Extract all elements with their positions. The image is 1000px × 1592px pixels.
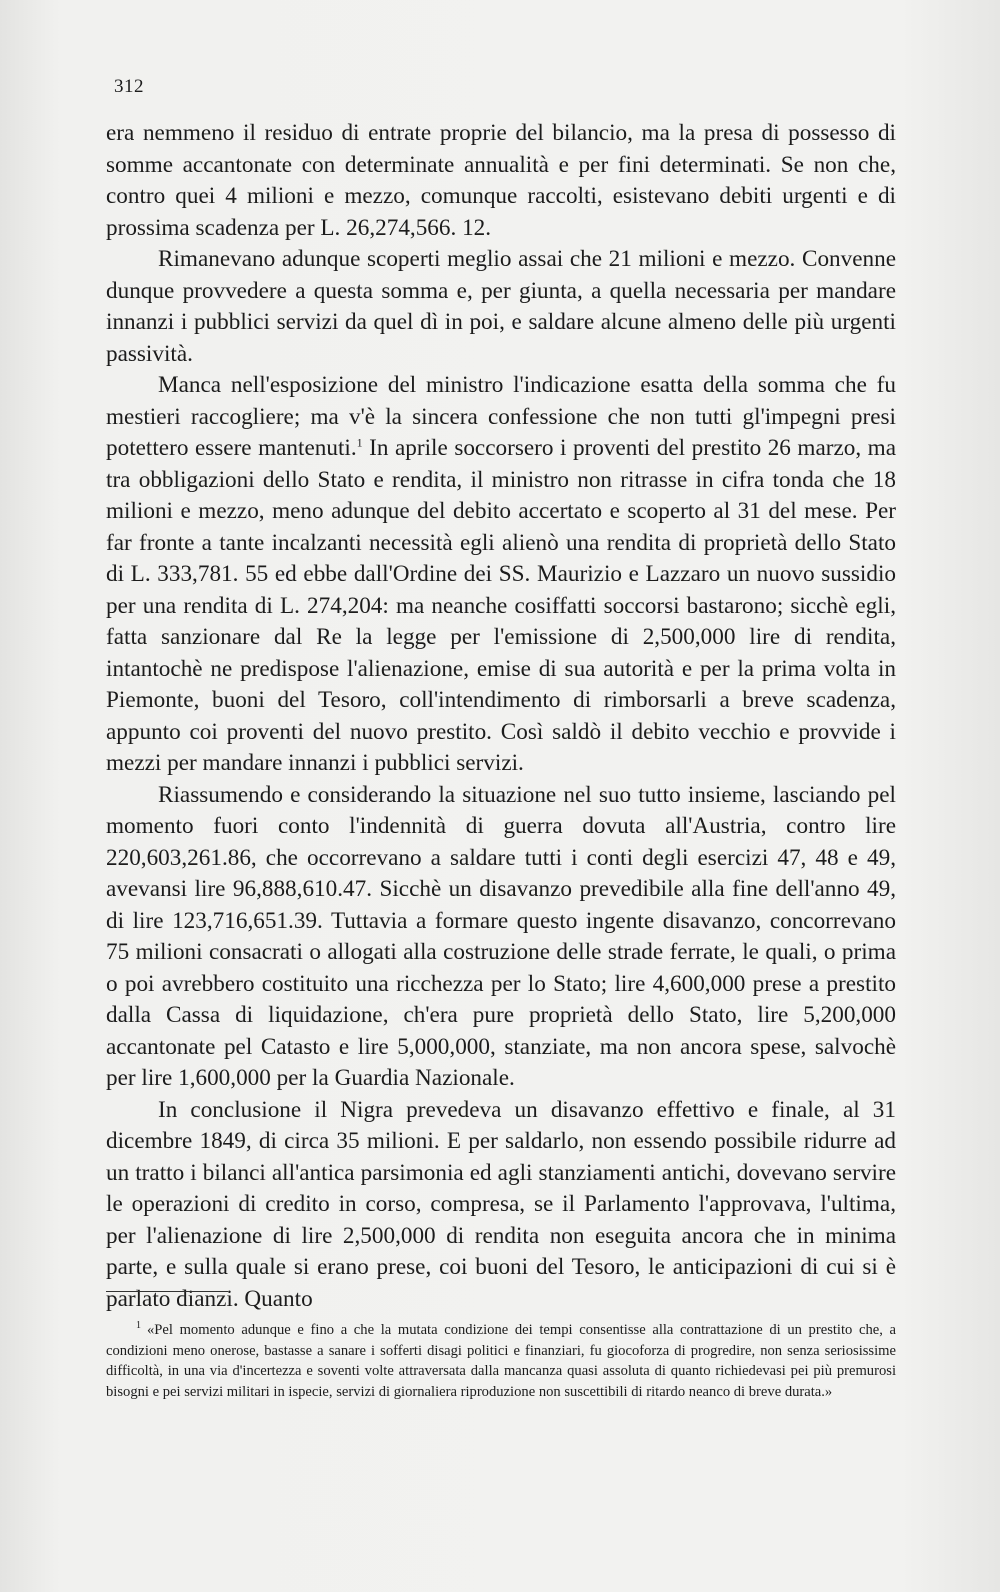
paragraph-text: Manca nell'esposizione del ministro l'indicazione esatta della somma che fu mestieri raccogliere; ma v'è la sincera confessione che non tutti gl'impegni presi potettero essere mantenuti. — [106, 372, 896, 461]
paragraph: Rimanevano adunque scoperti meglio assai che 21 milioni e mezzo. Convenne dunque provvedere a questa somma e, per giunta, a quella necessaria per mandare innanzi i pubblici servizi da quel dì in poi, e saldare alcune almeno delle più urgenti passività. — [106, 246, 896, 367]
paragraph-text: In aprile soccorsero i proventi del prestito 26 marzo, ma tra obbligazioni dello Stato e rendita, il ministro non ritrasse in cifra tonda che 18 milioni e mezzo, meno adunque del debito accertato e scoperto al 31 del mese. Per far fronte a tante incalzanti necessità egli alienò una rendita di proprietà dello Stato di L. 333,781. 55 ed ebbe dall'Ordine dei SS. Maurizio e Lazzaro un nuovo sussidio per una rendita di L. 274,204: ma neanche cosiffatti soccorsi bastarono; sicchè egli, fatta sanzionare dal Re la legge per l'emissione di 2,500,000 lire di rendita, intantochè ne predispose l'alienazione, emise di sua autorità e per la prima volta in Piemonte, buoni del Tesoro, coll'intendimento di rimborsarli a breve scadenza, appunto coi proventi del nuovo prestito. Così saldò il debito vecchio e provvide i mezzi per mandare innanzi i pubblici servizi. — [106, 435, 896, 776]
body-text — [106, 118, 896, 1315]
footnote-mark: 1 — [136, 1320, 141, 1332]
paragraph: Riassumendo e considerando la situazione nel suo tutto insieme, lasciando pel momento fuori conto l'indennità di guerra dovuta all'Austria, contro lire 220,603,261.86, che occorrevano a saldare tutti i conti degli esercizi 47, 48 e 49, avevansi lire 96,888,610.47. Sicchè un disavanzo prevedibile alla fine dell'anno 49, di lire 123,716,651.39. Tuttavia a formare questo ingente disavanzo, concorrevano 75 milioni consacrati o allogati alla costruzione delle strade ferrate, le quali, o prima o poi avrebbero costituito una ricchezza per lo Stato; lire 4,600,000 prese a prestito dalla Cassa di liquidazione, ch'era pure proprietà dello Stato, lire 5,200,000 accantonate pel Catasto e lire 5,000,000, stanziate, ma non ancora spese, salvochè per lire 1,600,000 per la Guardia Nazionale. — [106, 781, 896, 1091]
footnote-reference: 1 — [356, 435, 363, 450]
footnote-separator — [106, 1291, 228, 1292]
footnote — [106, 1320, 896, 1402]
page-number: 312 — [114, 76, 144, 97]
paragraph: era nemmeno il residuo di entrate proprie del bilancio, ma la presa di possesso di somme accantonate con determinate annualità e per fini determinati. Se non che, contro quei 4 milioni e mezzo, comunque raccolti, esistevano debiti urgenti e di prossima scadenza per L. 26,274,566. 12. — [106, 120, 896, 241]
footnote-text: «Pel momento adunque e fino a che la mutata condizione dei tempi consentisse alla contrattazione di un prestito che, a condizioni meno onerose, bastasse a sanare i sofferti disagi politici e finanziari, fu giocoforza di progredire, non senza seriosissime difficoltà, in una via d'incertezza e soventi volte attraversata dalla mancanza quasi assoluta di quanto richiedevasi pei più premurosi bisogni e pei servizi militari in ispecie, servizi di giornaliera riproduzione non suscettibili di ritardo neanco di breve durata.» — [106, 1322, 896, 1400]
paragraph: In conclusione il Nigra prevedeva un disavanzo effettivo e finale, al 31 dicembre 1849, di circa 35 milioni. E per saldarlo, non essendo possibile ridurre ad un tratto i bilanci all'antica parsimonia ed agli stanziamenti antichi, dovevano servire le operazioni di credito in corso, compresa, se il Parlamento l'approvava, l'ultima, per l'alienazione di lire 2,500,000 di rendita non eseguita ancora che in minima parte, e sulla quale si erano prese, coi buoni del Tesoro, le anticipazioni di cui si è parlato dianzi. Quanto — [106, 1096, 896, 1312]
paragraph — [106, 370, 896, 780]
